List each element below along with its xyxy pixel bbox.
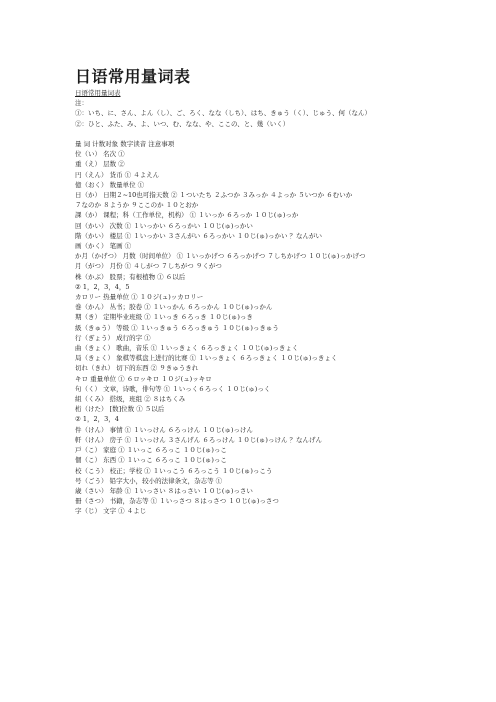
list-item: 日（か） 日期２~10也可指天数 ② １ついたち ２ふつか ３みっか ４よっか ５いつか ６むいか — [75, 191, 353, 200]
list-item: ② 1，2，3，4 — [75, 415, 119, 424]
table-header: 量 词 计数对象 数字读音 注意事项 — [75, 140, 175, 148]
note-line: ②：ひと、ふた、み、よ、いつ、む、なな、や、ここの、と、幾（いく） — [75, 119, 290, 128]
list-item: 月（がつ） 月份 ① ４しがつ ７しちがつ ９くがつ — [75, 262, 222, 271]
list-item: 曲（きょく） 歌曲，音乐 ① １いっきょく ６ろっきょく １０じ(ゅ)っきょく — [75, 344, 299, 353]
list-item: 位（い） 名次 ① — [75, 150, 125, 159]
list-item: 局（きょく） 象棋等棋盘上进行的比赛 ① １いっきょく ６ろっきょく １０じ(ゅ)っきょく — [75, 354, 338, 363]
list-item: 号（ごう） 铅字大小，较小的法律条文，杂志等 ① — [75, 476, 223, 485]
list-item: 階（かい） 楼层 ① １いっかい ３さんがい ６ろっかい １０じ(ゅ)っかい ？なんがい — [75, 231, 323, 240]
counter-list — [75, 149, 485, 516]
list-item: 組（くみ） 搭级，班组 ② ８はちくみ — [75, 395, 186, 404]
list-item: 字（じ） 文字 ① ４よじ — [75, 507, 147, 516]
subtitle-link[interactable]: 日语常用量词表 — [75, 89, 121, 97]
list-item: 個（こ） 东西 ① １いっこ ６ろっこ １０じ(ゅ)っこ — [75, 456, 227, 465]
list-item: か月（かげつ） 月数（时间单位） ① １いっかげつ ６ろっかげつ ７しちかげつ １０じ(ゅ)っかげつ — [75, 252, 366, 261]
list-item: 巻（かん） 丛书；胶卷 ① １いっかん ６ろっかん １０じ(ゅ)っかん — [75, 303, 273, 312]
list-item: 級（きゅう） 等级 ① １いっきゅう ６ろっきゅう １０じ(ゅ)っきゅう — [75, 323, 279, 332]
list-item: 株（かぶ） 股票；有根植物 ① ６以后 — [75, 272, 186, 281]
list-item: 軒（けん） 房子 ① １いっけん ３さんげん ６ろっけん １０じ(ゅ)っけん ？なんげん — [75, 435, 323, 444]
list-item: 課（か） 课程；科（工作单位，机构） ① １いっか ６ろっか １０じ(ゅ)っか — [75, 211, 299, 220]
note-line: ①：いち、に、さん、よん（し）、ご、ろく、なな（しち）、はち、きゅう（く）、じゅう、何（なん） — [75, 109, 372, 118]
list-item: カロリー 热量单位 ① １０ジ(ュ)ッカロリー — [75, 293, 204, 302]
list-item: ７なのか ８ようか ９ここのか １０とおか — [75, 201, 199, 210]
page-title: 日语常用量词表 — [75, 67, 191, 86]
list-item: 回（かい） 次数 ① １いっかい ６ろっかい １０じ(ゅ)っかい — [75, 221, 253, 230]
list-item: キロ 重量单位 ① ６ロッキロ １０ジ(ュ)ッキロ — [75, 374, 212, 383]
list-item: 戸（こ） 家庭 ① １いっこ ６ろっこ １０じ(ゅ)っこ — [75, 446, 227, 455]
list-item: 行（ぎょう） 成行的字 ① — [75, 333, 151, 342]
list-item: 円（えん） 货币 ① ４よえん — [75, 170, 160, 179]
spacer — [75, 129, 485, 139]
list-item: 歳（さい） 年龄 ① １いっさい ８はっさい １０じ(ゅ)っさい — [75, 486, 253, 495]
document-body — [75, 88, 485, 517]
list-item: 句（く） 文章，诗歌，俳句等 ① １いっく６ろっく １０じ(ゅ)っく — [75, 384, 271, 393]
list-item: 桁（けた） [数]位数 ① ５以后 — [75, 405, 165, 414]
list-item: 件（けん） 事情 ① １いっけん ６ろっけん １０じ(ゅ)っけん — [75, 425, 253, 434]
list-item: 億（おく） 数量单位 ① — [75, 180, 145, 189]
note-label: 注： — [75, 99, 88, 108]
list-item: 冊（さつ） 书籍，杂志等 ① １いっさつ ８はっさつ １０じ(ゅ)っさつ — [75, 497, 279, 506]
list-item: ② 1，2，3，4，5 — [75, 282, 130, 291]
list-item: 切れ（きれ） 切下的东西 ② ９きゅうきれ — [75, 364, 199, 373]
list-item: 画（かく） 笔画 ① — [75, 242, 132, 251]
list-item: 校（こう） 校正；学校 ① １いっこう ６ろっこう １０じ(ゅ)っこう — [75, 466, 273, 475]
list-item: 期（き） 定期毕业班级 ① １いっき ６ろっき １０じ(ゅ)っき — [75, 313, 253, 322]
list-item: 重（え） 层数 ② — [75, 160, 125, 169]
